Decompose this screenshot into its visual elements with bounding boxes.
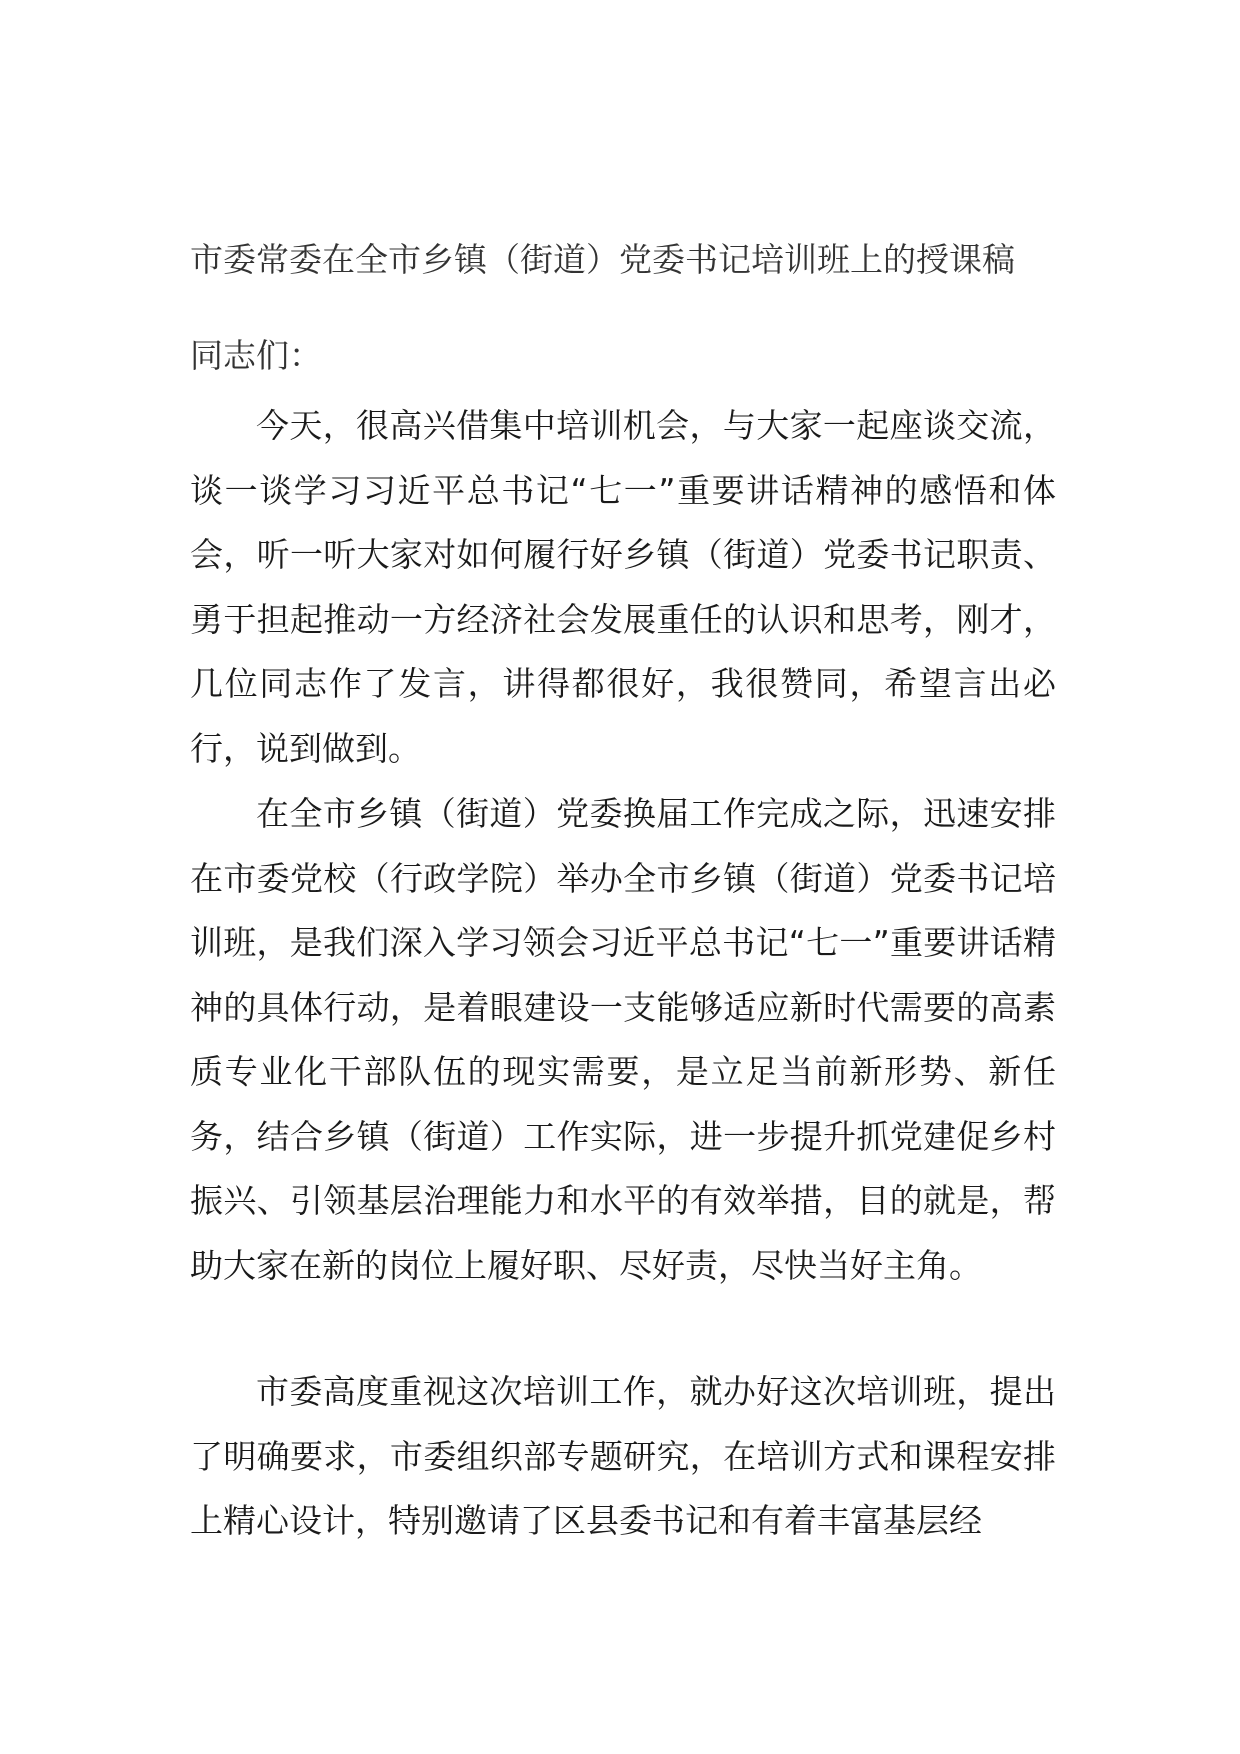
document-title: 市委常委在全市乡镇（街道）党委书记培训班上的授课稿: [190, 240, 1015, 279]
body-paragraph-3: 市委高度重视这次培训工作，就办好这次培训班，提出了明确要求，市委组织部专题研究，在培训方式和课程安排上精心设计，特别邀请了区县委书记和有着丰富基层经: [190, 1372, 1056, 1540]
body-paragraph-2: 在全市乡镇（街道）党委换届工作完成之际，迅速安排在市委党校（行政学院）举办全市乡镇（街道）党委书记培训班，是我们深入学习领会习近平总书记“七一”重要讲话精神的具体行动，是着眼建设一支能够适应新时代需要的高素质专业化干部队伍的现实需要，是立足当前新形势、新任务，结合乡镇（街道）工作实际，进一步提升抓党建促乡村振兴、引领基层治理能力和水平的有效举措，目的就是，帮助大家在新的岗位上履好职、尽好责，尽快当好主角。: [190, 794, 1056, 1285]
body-paragraph-1: 今天，很高兴借集中培训机会，与大家一起座谈交流，谈一谈学习习近平总书记“七一”重要讲话精神的感悟和体会，听一听大家对如何履行好乡镇（街道）党委书记职责、勇于担起推动一方经济社会发展重任的认识和思考，刚才，几位同志作了发言，讲得都很好，我很赞同，希望言出必行，说到做到。: [190, 406, 1056, 768]
salutation: 同志们：: [190, 336, 322, 375]
